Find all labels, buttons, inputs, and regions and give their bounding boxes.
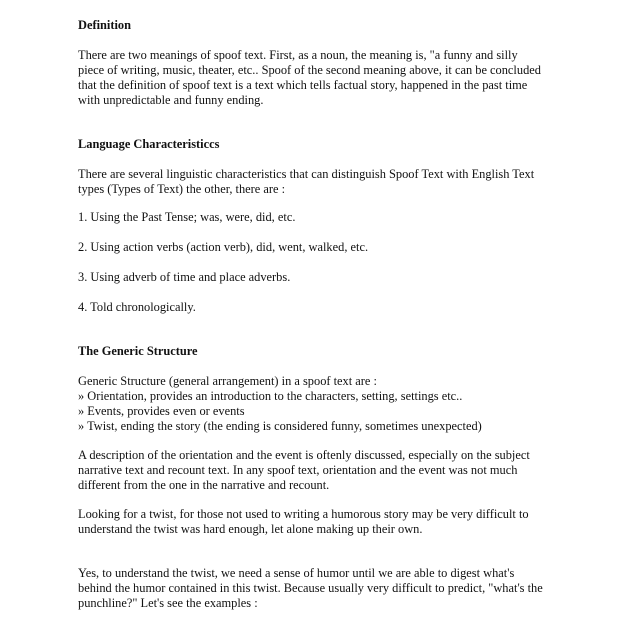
generic-para2-line: understand the twist was hard enough, let alone making up their own. [78, 522, 423, 536]
language-item-2: 2. Using action verbs (action verb), did, went, walked, etc. [78, 240, 369, 254]
generic-list-line: » Twist, ending the story (the ending is considered funny, sometimes unexpected) [78, 419, 482, 433]
generic-heading: The Generic Structure [78, 344, 198, 358]
generic-paragraph-3 [78, 566, 568, 611]
definition-heading: Definition [78, 18, 132, 32]
generic-paragraph-2 [78, 507, 568, 537]
generic-para1-line: A description of the orientation and the event is oftenly discussed, especially on the subject [78, 448, 530, 462]
definition-paragraph [78, 48, 568, 108]
language-item-1: 1. Using the Past Tense; was, were, did, etc. [78, 210, 296, 224]
generic-list-line: » Events, provides even or events [78, 404, 245, 418]
language-intro-line: types (Types of Text) the other, there are : [78, 182, 286, 196]
generic-para3-line: Yes, to understand the twist, we need a sense of humor until we are able to digest what's [78, 566, 515, 580]
generic-para1-line: different from the one in the narrative and recount. [78, 478, 330, 492]
generic-list [78, 374, 568, 434]
generic-list-line: Generic Structure (general arrangement) in a spoof text are : [78, 374, 377, 388]
generic-paragraph-1 [78, 448, 568, 493]
generic-para3-line: punchline?" Let's see the examples : [78, 596, 258, 610]
language-intro-line: There are several linguistic characteristics that can distinguish Spoof Text with English Text [78, 167, 535, 181]
language-heading: Language Characteristiccs [78, 137, 220, 151]
definition-line: that the definition of spoof text is a text which tells factual story, happened in the past time [78, 78, 528, 92]
language-intro [78, 167, 568, 197]
generic-list-line: » Orientation, provides an introduction to the characters, setting, settings etc.. [78, 389, 463, 403]
generic-para2-line: Looking for a twist, for those not used to writing a humorous story may be very difficult to [78, 507, 529, 521]
generic-para1-line: narrative text and recount text. In any spoof text, orientation and the event was not much [78, 463, 518, 477]
definition-line: There are two meanings of spoof text. First, as a noun, the meaning is, "a funny and silly [78, 48, 518, 62]
language-item-3: 3. Using adverb of time and place adverbs. [78, 270, 291, 284]
definition-line: piece of writing, music, theater, etc.. Spoof of the second meaning above, it can be concluded [78, 63, 541, 77]
language-item-4: 4. Told chronologically. [78, 300, 196, 314]
definition-line: with unpredictable and funny ending. [78, 93, 264, 107]
generic-para3-line: behind the humor contained in this twist. Because usually very difficult to predict, "what's the [78, 581, 543, 595]
